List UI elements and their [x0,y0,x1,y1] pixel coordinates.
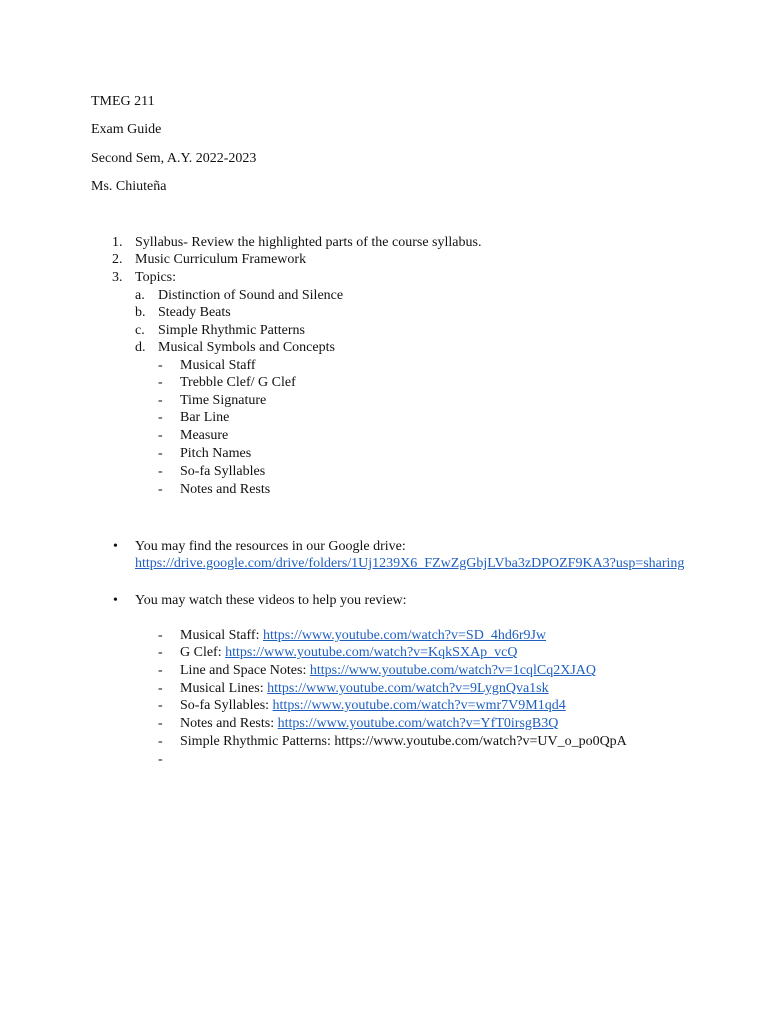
list-marker: - [158,734,163,749]
list-item-text: Topics: [135,270,177,285]
video-item-content [180,697,566,714]
list-marker: a. [135,288,145,303]
video-item-content [180,715,558,732]
bullet-text: You may find the resources in our Google drive: [135,539,406,554]
list-marker: - [158,716,163,731]
video-item [158,751,163,768]
list-marker: 1. [112,235,123,250]
list-marker: - [158,482,163,497]
video-item [158,697,163,714]
video-item [158,680,163,697]
list-marker: - [158,464,163,479]
video-label: G Clef: [180,645,226,660]
video-url-text: https://www.youtube.com/watch?v=UV_o_po0QpA [334,734,627,749]
list-item-text: Measure [180,428,229,443]
list-marker: - [158,681,163,696]
video-label: Musical Staff: [180,628,263,643]
term: Second Sem, A.Y. 2022-2023 [91,151,257,166]
list-item-text: Distinction of Sound and Silence [158,288,344,303]
video-label: So-fa Syllables: [180,698,273,713]
video-link[interactable]: https://www.youtube.com/watch?v=wmr7V9M1qd4 [272,698,566,713]
video-link[interactable]: https://www.youtube.com/watch?v=SD_4hd6r9Jw [262,628,547,643]
list-marker: - [158,375,163,390]
list-marker: c. [135,323,145,338]
list-item-text: Notes and Rests [180,482,271,497]
list-item-text: So-fa Syllables [180,464,266,479]
list-item-text: Time Signature [180,393,267,408]
list-item-text: Pitch Names [180,446,252,461]
video-item [158,644,163,661]
list-marker: d. [135,340,146,355]
video-label: Line and Space Notes: [180,663,310,678]
list-item-text: Musical Staff [180,358,256,373]
video-item-content [180,662,596,679]
video-item-content [180,680,549,697]
document-title: Exam Guide [91,122,162,137]
list-marker: - [158,428,163,443]
video-label: Notes and Rests: [180,716,278,731]
list-marker: - [158,698,163,713]
list-item-text: Musical Symbols and Concepts [158,340,335,355]
list-item-text: Trebble Clef/ G Clef [180,375,296,390]
video-item [158,733,163,750]
list-item-text: Steady Beats [158,305,231,320]
video-link[interactable]: https://www.youtube.com/watch?v=9LygnQva1sk [267,681,549,696]
list-item-text: Bar Line [180,410,230,425]
bullet-text: You may watch these videos to help you review: [135,593,407,608]
video-item [158,627,163,644]
video-item [158,715,163,732]
video-label: Simple Rhythmic Patterns: [180,734,335,749]
list-marker: - [158,393,163,408]
instructor: Ms. Chiuteña [91,179,167,194]
list-marker: b. [135,305,146,320]
video-link[interactable]: https://www.youtube.com/watch?v=KqkSXAp_vcQ [225,645,518,660]
video-item-content [180,733,627,750]
list-marker: - [158,752,163,767]
video-label: Musical Lines: [180,681,268,696]
list-item-text: Syllabus- Review the highlighted parts of the course syllabus. [135,235,482,250]
bullet-marker: • [113,539,118,554]
list-marker: - [158,446,163,461]
list-marker: 3. [112,270,123,285]
list-marker: 2. [112,252,123,267]
video-item [158,662,163,679]
list-marker: - [158,358,163,373]
course-code: TMEG 211 [91,94,155,109]
google-drive-link[interactable]: https://drive.google.com/drive/folders/1Uj1239X6_FZwZgGbjLVba3zDPOZF9KA3?usp=sharing [135,556,685,571]
video-item-content [180,644,518,661]
video-link[interactable]: https://www.youtube.com/watch?v=YfT0irsgB3Q [277,716,559,731]
bullet-marker: • [113,593,118,608]
list-marker: - [158,628,163,643]
video-item-content [180,627,546,644]
video-link[interactable]: https://www.youtube.com/watch?v=1cqlCq2XJAQ [309,663,597,678]
list-item-text: Simple Rhythmic Patterns [158,323,305,338]
list-marker: - [158,645,163,660]
list-item-text: Music Curriculum Framework [135,252,307,267]
list-marker: - [158,663,163,678]
list-marker: - [158,410,163,425]
